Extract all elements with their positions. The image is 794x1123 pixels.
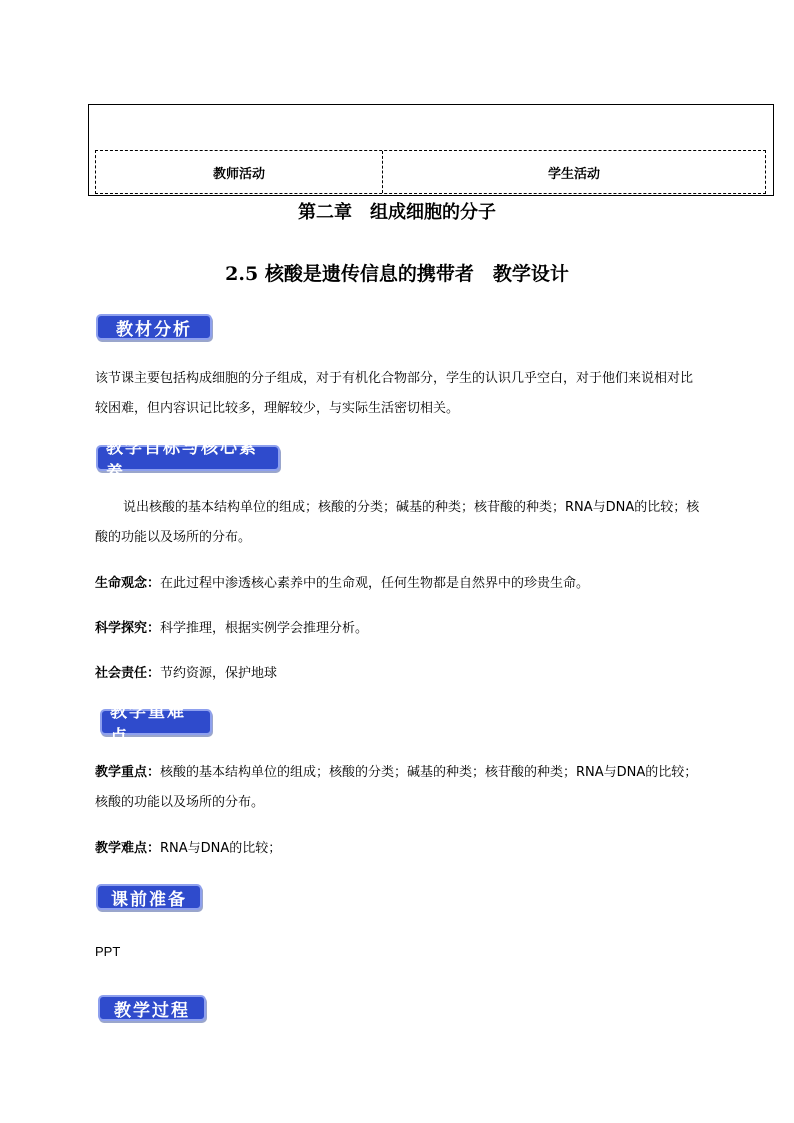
section-heading-goals: 教学目标与核心素养 [96,445,280,471]
section-heading-preparation: 课前准备 [96,884,202,910]
teaching-difficulty-text: RNA与DNA的比较； [160,841,282,856]
teaching-difficulty-label: 教学难点： [95,841,161,856]
life-concept-label: 生命观念： [95,576,161,591]
science-inquiry-label: 科学探究： [95,621,161,636]
teaching-difficulty-line [95,834,705,864]
life-concept-text: 在此过程中渗透核心素养中的生命观，任何生物都是自然界中的珍贵生命。 [160,576,590,591]
science-inquiry-line [95,614,705,644]
preparation-text: PPT [95,944,121,959]
social-responsibility-label: 社会责任： [95,666,161,681]
goals-intro-text: 说出核酸的基本结构单位的组成；核酸的分类；碱基的种类；核苷酸的种类；RNA与DNA的比较；核酸的功能以及场所的分布。 [95,500,700,545]
teaching-focus-label: 教学重点： [95,765,161,780]
life-concept-line [95,569,705,599]
section-heading-key-points: 教学重难点 [100,709,212,735]
teaching-focus-line [95,758,705,818]
header-table-row [95,150,766,194]
header-table-bottom-border [88,195,774,196]
section-heading-material-analysis: 教材分析 [96,314,212,340]
social-responsibility-text: 节约资源，保护地球 [160,666,278,681]
chapter-title: 第二章 组成细胞的分子 [298,202,496,223]
section-heading-process: 教学过程 [98,995,206,1021]
student-activity-header: 学生活动 [547,166,600,182]
teaching-focus-text: 核酸的基本结构单位的组成；核酸的分类；碱基的种类；核苷酸的种类；RNA与DNA的比较；核酸的功能以及场所的分布。 [95,765,698,810]
teacher-activity-header: 教师活动 [96,151,383,193]
material-analysis-text: 该节课主要包括构成细胞的分子组成，对于有机化合物部分，学生的认识几乎空白，对于他们来说相对比较困难，但内容识记比较多，理解较少，与实际生活密切相关。 [95,371,694,416]
science-inquiry-text: 科学推理，根据实例学会推理分析。 [160,621,369,636]
social-responsibility-line [95,659,705,689]
lesson-title: 2.5 核酸是遗传信息的携带者 教学设计 [225,263,569,285]
